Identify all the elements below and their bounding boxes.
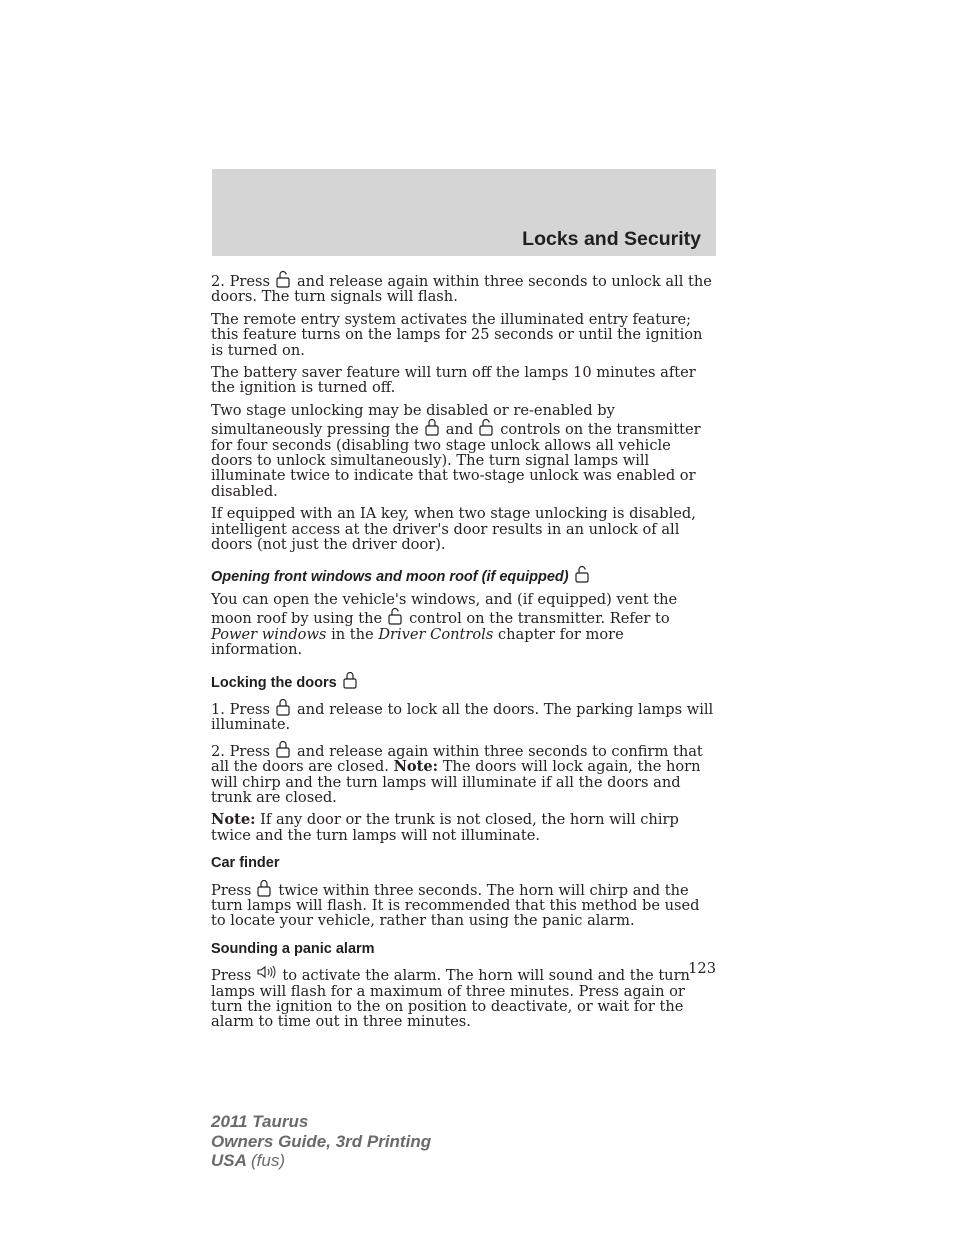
heading-locking-doors: Locking the doors	[211, 671, 716, 691]
section-title: Locks and Security	[522, 228, 701, 250]
panic-icon	[256, 964, 276, 982]
heading-panic-alarm: Sounding a panic alarm	[211, 940, 375, 957]
unlock-icon	[478, 418, 494, 436]
footer	[211, 1112, 431, 1171]
lock-icon	[275, 698, 291, 716]
unlock-icon	[574, 565, 590, 583]
lock-icon	[342, 671, 358, 689]
paragraph-lock-note: Note: If any door or the trunk is not closed, the horn will chirp twice and the turn lamps will not illuminate.	[211, 811, 679, 844]
paragraph-panic-alarm: Press to activate the alarm. The horn will sound and the turn lamps will flash for a maximum of three minutes. Press again or turn the ignition to the on position to deactivate, or wait for the alarm to time out in three minutes.	[211, 964, 716, 1030]
paragraph-unlock-step2: 2. Press and release again within three seconds to unlock all the doors. The turn signals will flash.	[211, 270, 716, 305]
unlock-icon	[275, 270, 291, 288]
lock-icon	[424, 418, 440, 436]
lock-icon	[256, 879, 272, 897]
paragraph-lock-step2: 2. Press and release again within three seconds to confirm that all the doors are closed. Note: The doors will lock again, the horn will chirp and the turn lamps will illuminate if all the doors and trunk are closed.	[211, 740, 716, 806]
lock-icon	[275, 740, 291, 758]
section-header	[212, 169, 716, 256]
paragraph-ia-key: If equipped with an IA key, when two stage unlocking is disabled, intelligent access at the driver's door results in an unlock of all doors (not just the driver door).	[211, 505, 696, 554]
footer-line-2: Owners Guide, 3rd Printing	[211, 1131, 432, 1151]
paragraph-illuminated-entry: The remote entry system activates the illuminated entry feature; this feature turns on the lamps for 25 seconds or until the ignition is turned on.	[211, 310, 703, 359]
unlock-icon	[387, 607, 403, 625]
heading-opening-windows: Opening front windows and moon roof (if equipped)	[211, 565, 716, 585]
paragraph-battery-saver: The battery saver feature will turn off the lamps 10 minutes after the ignition is turned off.	[211, 364, 696, 397]
footer-line-1: 2011 Taurus	[211, 1112, 309, 1131]
paragraph-two-stage-unlock: Two stage unlocking may be disabled or re-enabled by simultaneously pressing the and controls on the transmitter for four seconds (disabling two stage unlock allows all vehicle doors to unlock simultaneously). The turn signal lamps will illuminate twice to indicate that two-stage unlock was enabled or disabled.	[211, 401, 701, 500]
paragraph-lock-step1: 1. Press and release to lock all the doors. The parking lamps will illuminate.	[211, 698, 716, 733]
page-content	[211, 270, 716, 1037]
paragraph-open-windows: You can open the vehicle's windows, and (if equipped) vent the moon roof by using the control on the transmitter. Refer to Power windows in the Driver Controls chapter for more information.	[211, 590, 678, 659]
paragraph-car-finder: Press twice within three seconds. The horn will chirp and the turn lamps will flash. It is recommended that this method be used to locate your vehicle, rather than using the panic alarm.	[211, 879, 716, 929]
heading-car-finder: Car finder	[211, 855, 280, 872]
page-number: 123	[688, 960, 716, 977]
footer-line-3: USA (fus)	[211, 1151, 285, 1170]
